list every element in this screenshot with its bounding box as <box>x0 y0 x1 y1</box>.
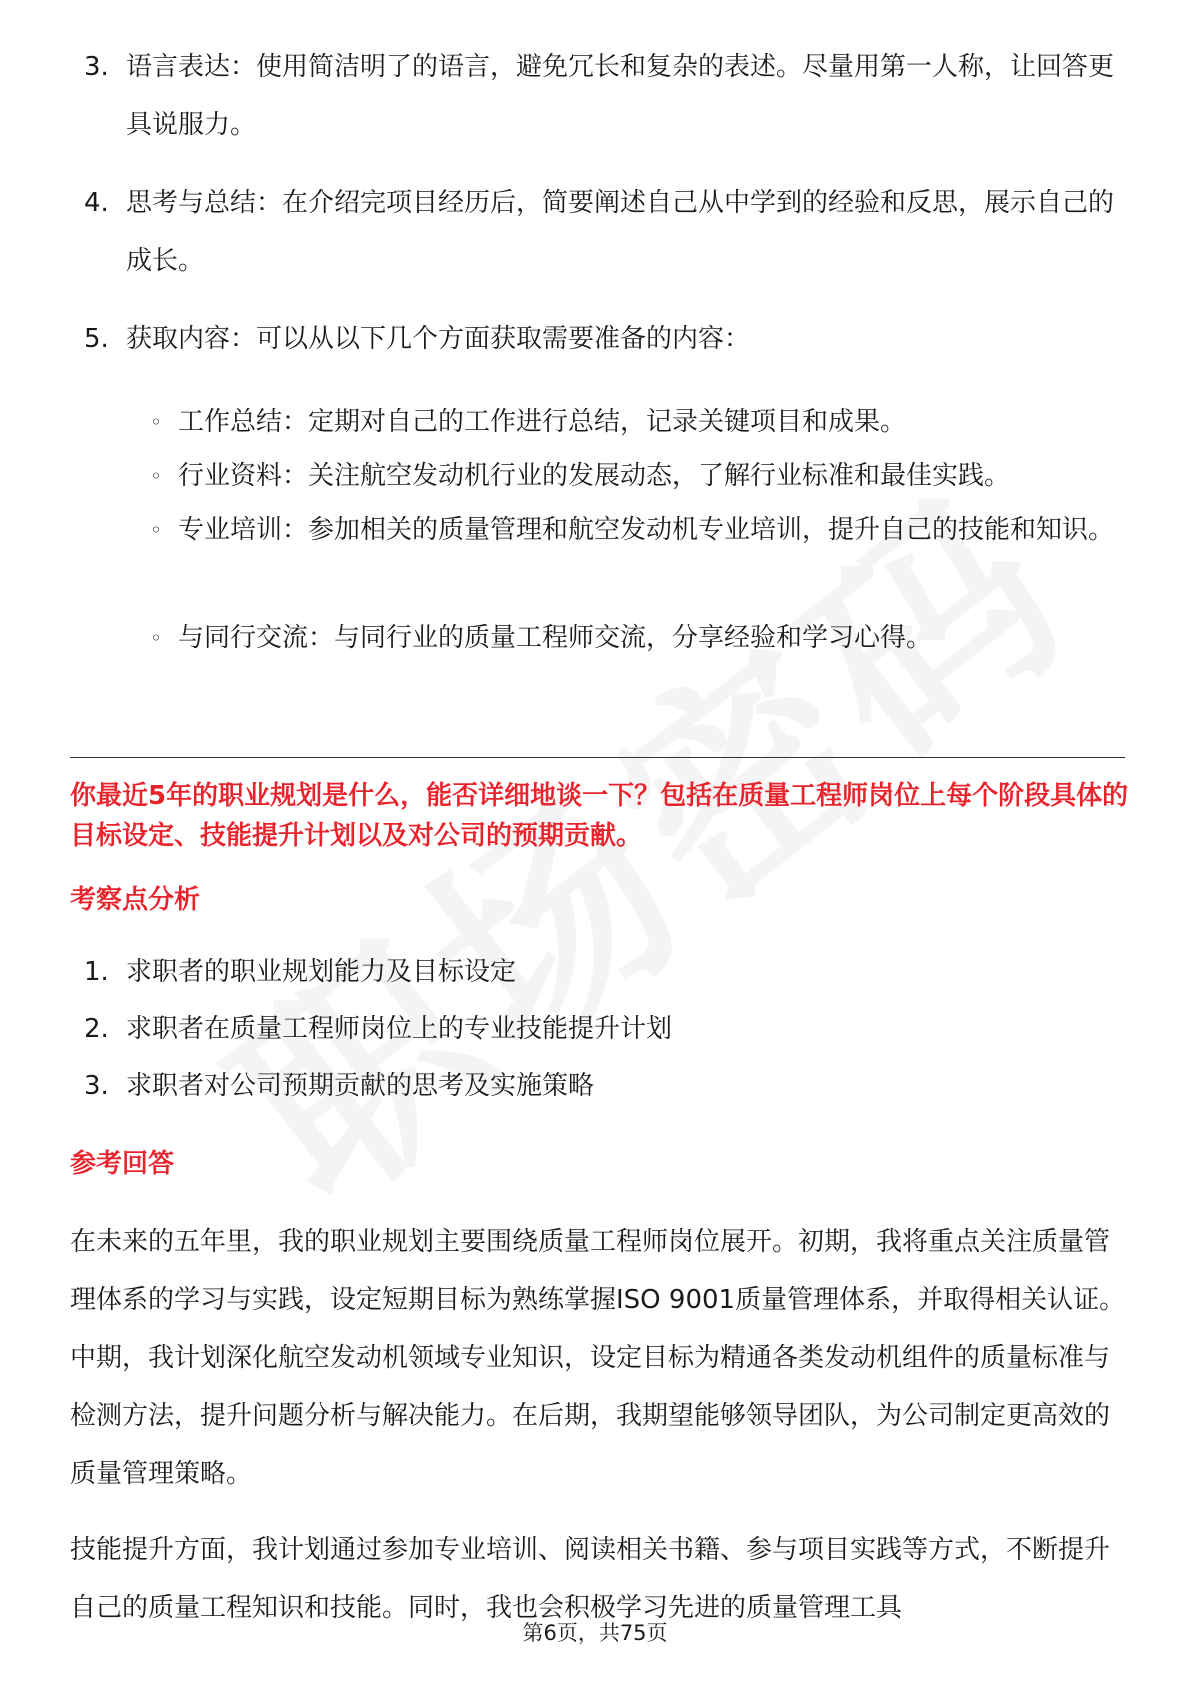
page-footer: 第6页，共75页 <box>522 1621 668 1645</box>
analysis-text: 求职者的职业规划能力及目标设定 <box>126 957 517 987</box>
bullet-text: 工作总结：定期对自己的工作进行总结，记录关键项目和成果。 <box>178 407 907 437</box>
bullet-item <box>150 611 1120 665</box>
list-number: 3. <box>84 1071 109 1101</box>
list-item-text: 思考与总结：在介绍完项目经历后，简要阐述自己从中学到的经验和反思，展示自己的成长。 <box>126 188 1115 276</box>
answer-paragraph: 技能提升方面，我计划通过参加专业培训、阅读相关书籍、参与项目实践等方式，不断提升自己的质量工程知识和技能。同时，我也会积极学习先进的质量管理工具 <box>70 1535 1111 1623</box>
answer-paragraph: 在未来的五年里，我的职业规划主要围绕质量工程师岗位展开。初期，我将重点关注质量管理体系的学习与实践，设定短期目标为熟练掌握ISO 9001质量管理体系，并取得相关认证。中期，我计划深化航空发动机领域专业知识，设定目标为精通各类发动机组件的质量标准与检测方法，提升问题分析与解决能力。在后期，我期望能够领导团队，为公司制定更高效的质量管理策略。 <box>70 1227 1126 1489</box>
analysis-item <box>84 1066 594 1106</box>
bullet-text: 专业培训：参加相关的质量管理和航空发动机专业培训，提升自己的技能和知识。 <box>178 515 1115 545</box>
answer-heading: 参考回答 <box>70 1149 175 1179</box>
bullet-item <box>150 503 1120 557</box>
list-number: 3. <box>84 52 109 82</box>
list-number: 5. <box>84 324 109 354</box>
list-number: 1. <box>84 957 109 987</box>
question-title: 你最近5年的职业规划是什么，能否详细地谈一下？包括在质量工程师岗位上每个阶段具体的目标设定、技能提升计划以及对公司的预期贡献。 <box>70 781 1129 851</box>
bullet-text: 与同行交流：与同行业的质量工程师交流，分享经验和学习心得。 <box>178 623 933 653</box>
bullet-icon: ◦ <box>150 464 162 488</box>
analysis-text: 求职者对公司预期贡献的思考及实施策略 <box>126 1071 595 1101</box>
analysis-item <box>84 1009 672 1049</box>
list-item <box>84 38 1124 154</box>
list-item <box>84 310 1124 368</box>
analysis-text: 求职者在质量工程师岗位上的专业技能提升计划 <box>126 1014 673 1044</box>
bullet-icon: ◦ <box>150 410 162 434</box>
list-number: 2. <box>84 1014 109 1044</box>
list-number: 4. <box>84 188 109 218</box>
bullet-icon: ◦ <box>150 518 162 542</box>
list-item <box>84 174 1124 290</box>
bullet-item <box>150 395 1120 449</box>
analysis-heading: 考察点分析 <box>70 885 201 915</box>
analysis-item <box>84 952 516 992</box>
bullet-text: 行业资料：关注航空发动机行业的发展动态，了解行业标准和最佳实践。 <box>178 461 1011 491</box>
list-item-text: 语言表达：使用简洁明了的语言，避免冗长和复杂的表述。尽量用第一人称，让回答更具说服力。 <box>126 52 1115 140</box>
bullet-icon: ◦ <box>150 626 162 650</box>
section-divider <box>70 757 1125 758</box>
list-item-text: 获取内容：可以从以下几个方面获取需要准备的内容： <box>126 324 751 354</box>
bullet-item <box>150 449 1120 503</box>
